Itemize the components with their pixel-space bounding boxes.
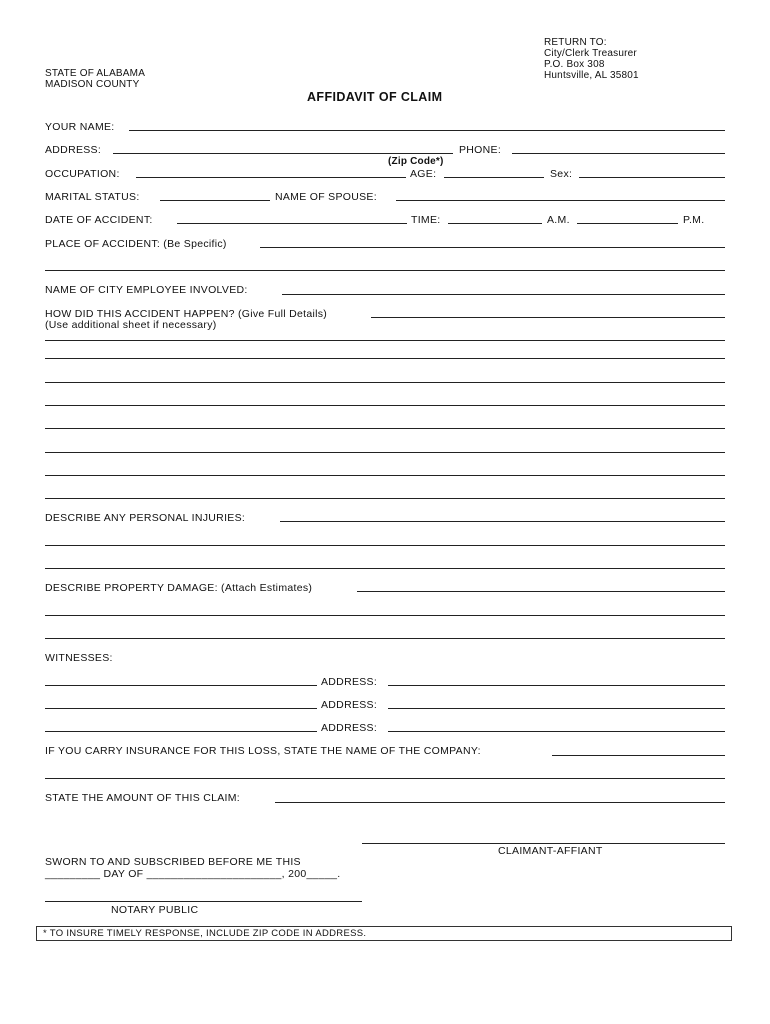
return-to-line1: City/Clerk Treasurer bbox=[544, 48, 637, 59]
witness-address-label-1: ADDRESS: bbox=[321, 676, 378, 688]
how-line-2[interactable] bbox=[45, 358, 725, 359]
form-title: AFFIDAVIT OF CLAIM bbox=[307, 90, 443, 104]
spouse-line[interactable] bbox=[396, 200, 725, 201]
name-line[interactable] bbox=[129, 130, 725, 131]
address-label: ADDRESS: bbox=[45, 144, 102, 156]
place-of-accident-label: PLACE OF ACCIDENT: (Be Specific) bbox=[45, 238, 227, 250]
sworn-date-line: _________ DAY OF ______________________, 200_____. bbox=[45, 868, 341, 880]
witness-name-line-2[interactable] bbox=[45, 708, 317, 709]
injuries-line-1[interactable] bbox=[280, 521, 725, 522]
how-happened-label: HOW DID THIS ACCIDENT HAPPEN? (Give Full Details) bbox=[45, 308, 328, 320]
date-of-accident-label: DATE OF ACCIDENT: bbox=[45, 214, 153, 226]
sworn-statement: SWORN TO AND SUBSCRIBED BEFORE ME THIS bbox=[45, 856, 301, 868]
spouse-label: NAME OF SPOUSE: bbox=[275, 191, 377, 203]
state-label: STATE OF ALABAMA bbox=[45, 68, 146, 79]
injuries-line-2[interactable] bbox=[45, 545, 725, 546]
property-line-2[interactable] bbox=[45, 615, 725, 616]
how-line-0[interactable] bbox=[371, 317, 725, 318]
sex-line[interactable] bbox=[579, 177, 725, 178]
witnesses-label: WITNESSES: bbox=[45, 652, 113, 664]
city-employee-line[interactable] bbox=[282, 294, 725, 295]
time-label: TIME: bbox=[411, 214, 441, 226]
return-to-line3: Huntsville, AL 35801 bbox=[544, 70, 639, 81]
witness-address-line-1[interactable] bbox=[388, 685, 725, 686]
how-line-6[interactable] bbox=[45, 452, 725, 453]
time-pm-line[interactable] bbox=[577, 223, 678, 224]
place-line-1[interactable] bbox=[260, 247, 725, 248]
footnote-text: * TO INSURE TIMELY RESPONSE, INCLUDE ZIP CODE IN ADDRESS. bbox=[43, 928, 367, 939]
property-damage-label: DESCRIBE PROPERTY DAMAGE: (Attach Estimates) bbox=[45, 582, 313, 594]
claimant-affiant-label: CLAIMANT-AFFIANT bbox=[498, 845, 603, 857]
return-to-block bbox=[544, 37, 639, 81]
city-employee-label: NAME OF CITY EMPLOYEE INVOLVED: bbox=[45, 284, 248, 296]
age-label: AGE: bbox=[410, 168, 437, 180]
place-line-2[interactable] bbox=[45, 270, 725, 271]
claimant-signature-line[interactable] bbox=[362, 843, 725, 844]
occupation-line[interactable] bbox=[136, 177, 406, 178]
age-line[interactable] bbox=[444, 177, 544, 178]
time-am-line[interactable] bbox=[448, 223, 542, 224]
footnote-box bbox=[36, 926, 732, 941]
injuries-line-3[interactable] bbox=[45, 568, 725, 569]
witness-address-line-2[interactable] bbox=[388, 708, 725, 709]
witness-name-line-1[interactable] bbox=[45, 685, 317, 686]
marital-status-line[interactable] bbox=[160, 200, 270, 201]
return-to-label: RETURN TO: bbox=[544, 37, 607, 48]
insurance-label: IF YOU CARRY INSURANCE FOR THIS LOSS, STATE THE NAME OF THE COMPANY: bbox=[45, 745, 481, 757]
notary-public-label: NOTARY PUBLIC bbox=[111, 904, 199, 916]
return-to-line2: P.O. Box 308 bbox=[544, 59, 605, 70]
marital-status-label: MARITAL STATUS: bbox=[45, 191, 140, 203]
how-line-3[interactable] bbox=[45, 382, 725, 383]
witness-address-label-3: ADDRESS: bbox=[321, 722, 378, 734]
property-line-1[interactable] bbox=[357, 591, 725, 592]
how-line-7[interactable] bbox=[45, 475, 725, 476]
how-line-1[interactable] bbox=[45, 340, 725, 341]
phone-label: PHONE: bbox=[459, 144, 502, 156]
address-line[interactable] bbox=[113, 153, 453, 154]
am-label: A.M. bbox=[547, 214, 570, 226]
how-note: (Use additional sheet if necessary) bbox=[45, 319, 217, 331]
witness-name-line-3[interactable] bbox=[45, 731, 317, 732]
insurance-line-2[interactable] bbox=[45, 778, 725, 779]
occupation-label: OCCUPATION: bbox=[45, 168, 120, 180]
how-line-8[interactable] bbox=[45, 498, 725, 499]
county-label: MADISON COUNTY bbox=[45, 79, 140, 90]
phone-line[interactable] bbox=[512, 153, 725, 154]
insurance-line-1[interactable] bbox=[552, 755, 725, 756]
claim-amount-line[interactable] bbox=[275, 802, 725, 803]
witness-address-label-2: ADDRESS: bbox=[321, 699, 378, 711]
zip-code-note: (Zip Code*) bbox=[388, 156, 444, 167]
name-label: YOUR NAME: bbox=[45, 121, 115, 133]
property-line-3[interactable] bbox=[45, 638, 725, 639]
how-line-5[interactable] bbox=[45, 428, 725, 429]
notary-signature-line[interactable] bbox=[45, 901, 362, 902]
pm-label: P.M. bbox=[683, 214, 705, 226]
injuries-label: DESCRIBE ANY PERSONAL INJURIES: bbox=[45, 512, 246, 524]
witness-address-line-3[interactable] bbox=[388, 731, 725, 732]
date-of-accident-line[interactable] bbox=[177, 223, 407, 224]
sex-label: Sex: bbox=[550, 168, 573, 180]
claim-amount-label: STATE THE AMOUNT OF THIS CLAIM: bbox=[45, 792, 241, 804]
how-line-4[interactable] bbox=[45, 405, 725, 406]
